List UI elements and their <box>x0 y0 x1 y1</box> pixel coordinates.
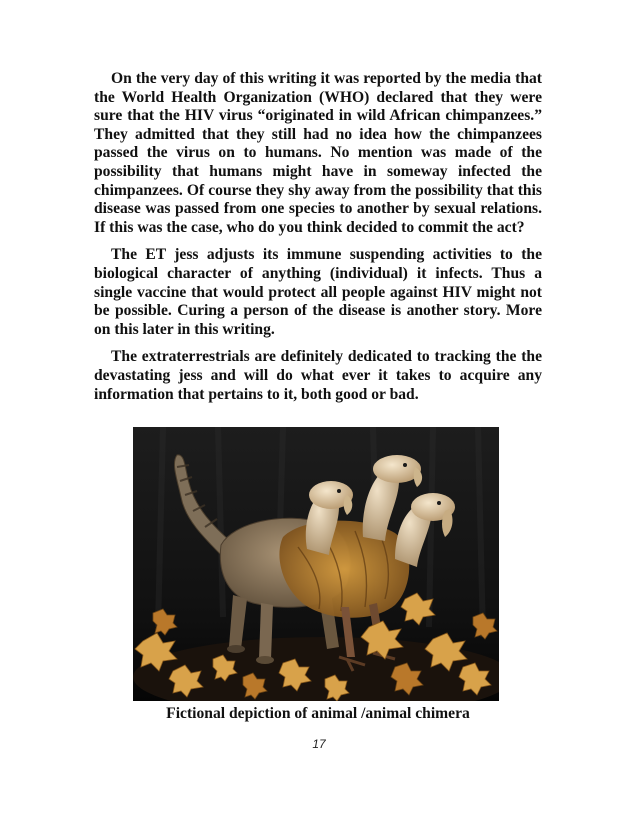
paragraph-who-report: On the very day of this writing it was reported by the media that the World Health Organization (WHO) declared that they were sure that the HIV virus “originated in wild African chimpanzees.” They admitted that they still had no idea how the chimpanzees passed the virus on to humans. No mention was made of the possibility that humans might have in someway infected the chimpanzees. Of course they shy away from the possibility that this disease was passed from one species to another by sexual relations. If this was the case, who do you think decided to commit the act? <box>94 70 542 236</box>
body-text <box>94 70 542 413</box>
page-number: 17 <box>312 737 326 751</box>
paragraph-extraterrestrials: The extraterrestrials are definitely dedicated to tracking the the devastating jess and will do what ever it takes to acquire any information that pertains to it, both good or bad. <box>94 348 542 403</box>
figure-caption: Fictional depiction of animal /animal chimera <box>166 705 470 722</box>
chimera-photo <box>133 427 499 701</box>
paragraph-et-jess: The ET jess adjusts its immune suspending activities to the biological character of anything (individual) it infects. Thus a single vaccine that would protect all people against HIV might not be possible. Curing a person of the disease is another story. More on this later in this writing. <box>94 246 542 338</box>
